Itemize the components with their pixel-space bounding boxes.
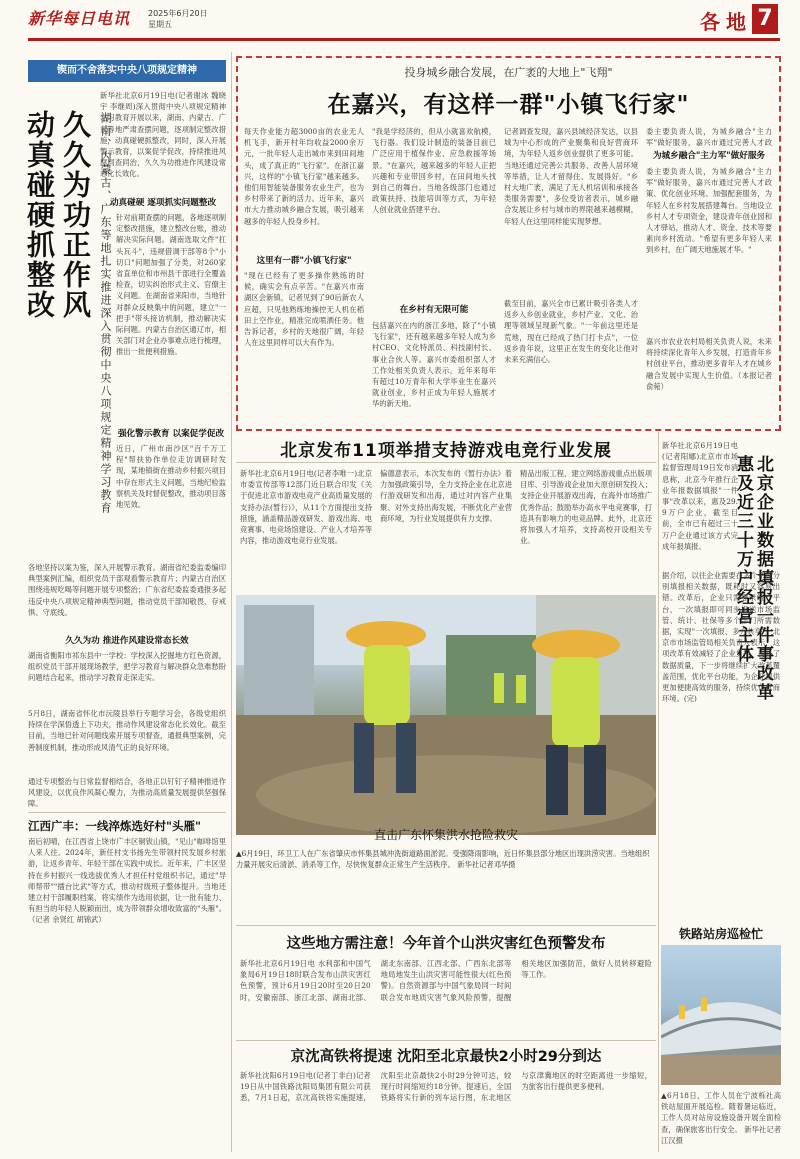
left-story-para7: 通过专项整治与日常监督相结合，各地正以钉钉子精神推进作风建设，以优良作风凝心聚力，为推动高质量发展提供坚强保障。 bbox=[28, 777, 226, 809]
beijing-enterprise-title-line1: 北京企业数据填报一件事改革 bbox=[753, 455, 773, 702]
left-story-para6: 5月8日，湖南省怀化市沅陵县举行专题学习会，各级党组织持续在学深悟透上下功夫，推动作风建设常态化长效化。截至目前，当地已针对问题线索开展专项督查，通报典型案例，完善制度机制，推动形成风清气正的良好环境。 bbox=[28, 709, 226, 752]
esports-col3: 精品出版工程、建立网络游戏重点出版项目库、引导游戏企业加大原创研发投入；支持企业开展游戏出海，在海外市场推广优秀作品；鼓励举办高水平电竞赛事，打造具有影响力的电竞品牌。此外，北京还将加强人才培养，支持高校开设相关专业。 bbox=[520, 469, 652, 546]
left-story-para4: 各地坚持以案为鉴，深入开展警示教育。湖南省纪委监委编印典型案例汇编，组织党员干部观看警示教育片；内蒙古自治区围绕违规吃喝等问题开展专项整治；广东省纪委监委通报多起违反中央八项规定精神典型问题，推动党员干部知敬畏、存戒惧、守底线。 bbox=[28, 563, 226, 617]
left-story-sub1: 动真碰硬 逐项抓实问题整改 bbox=[109, 198, 217, 208]
column-divider bbox=[658, 432, 659, 1152]
divider bbox=[236, 925, 656, 926]
issue-date bbox=[148, 8, 208, 30]
photo-illustration bbox=[236, 595, 656, 835]
newspaper-brand: 新华每日电讯 bbox=[28, 9, 131, 28]
feature-col3b: 截至目前，嘉兴全市已累计吸引各类人才返乡入乡创业就业，乡村产业、文化、治理等领域呈现新气象。"一年前这里还是荒地，现在已经成了热门打卡点"，一位返乡青年说，这里正在发生的变化让他对未来充满信心。 bbox=[504, 299, 638, 365]
feature-title: 在嘉兴，有这样一群"小镇飞行家" bbox=[327, 92, 690, 118]
left-story-sub3: 久久为功 推进作风建设常态长效 bbox=[65, 636, 189, 646]
feature-col2: "我是学经济的，但从小就喜欢航模，飞行器。我们设计制造的装备目前已广泛应用于植保作业、应急救援等场景。"在嘉兴，越来越多的年轻人正把兴趣和专业带回乡村，在田间地头找到自己的舞台。当地各级部门也通过政策扶持、技能培训等方式，为年轻人创业就业搭建平台。 bbox=[372, 127, 496, 215]
left-story-para2: 针对前期查摆的问题，各地逐项制定整改措施，建立整改台账，推动解决实际问题。湖南选取文件"扛头瓦斗"，违规借调干部等8个"小切口"问题加强了分类，对260家省直单位和市州县干部进行全覆盖检查，切实纠治形式主义、官僚主义问题。在湖南省来阳市，当地针对群众反映集中的问题，建立"一把手"带头接访机制，推动解决实际问题。内蒙古自治区通辽市，相关部门对企业办事难点进行梳理，推出一批便利措施。 bbox=[116, 213, 226, 357]
beijing-enterprise-lead: 新华社北京6月19日电(记者阳娜)北京市市场监督管理局19日发布消息称，北京今年推行企业年报数据填报"一件事"改革以来，惠及29.9万户企业，截至目前，全市已有超过三十万户企业通过该方式完成年报填报。 bbox=[662, 441, 738, 551]
jiangxi-body: 南后初晴，在江西省上饶市广丰区铜钹山镇，"见山"咖啡馆里人来人往。2024年，新任村支书扬先生带领村民发展乡村旅游，让返乡青年、年轻干部在实践中成长。近年来，广丰区坚持在乡村振兴一线选拔优秀人才担任村党组织书记，通过"导师帮带""擂台比武"等方式，推动村级班子整体提升。当地还建立村干部履职档案，将实绩作为选用依据，让一批有能力、有担当的年轻人脱颖而出，成为带领群众增收致富的"头雁"。（记者 余贤红 胡锦武） bbox=[28, 837, 226, 925]
left-story-kicker: 湖南、内蒙古、广东等地扎实推进深入贯彻中央八项规定精神学习教育 bbox=[99, 112, 112, 515]
station-caption: ▲6月18日，工作人员在宁波栎社高铁站屋面开展巡检。随着暑运临近，工作人员对站房设施设备开展全面检查，确保旅客出行安全。 新华社记者 江汉摄 bbox=[661, 1091, 781, 1145]
rail-headline: 京沈高铁将提速 沈阳至北京最快2小时29分到达 bbox=[290, 1049, 602, 1065]
rail-body: 新华社沈阳6月19日电(记者丁非白)记者19日从中国铁路沈阳局集团有限公司获悉，7月1日起，京沈高铁将实施提速，沈阳至北京最快2小时29分钟可达，较现行时间缩短约18分钟。提速后，全国铁路将实行新的列车运行图，东北地区与京津冀地区的时空距离进一步缩短，为旅客出行提供更多便利。 bbox=[240, 1071, 652, 1103]
masthead-rule bbox=[28, 38, 780, 41]
left-story-title-line2: 久久为功正作风 bbox=[59, 110, 92, 320]
feature-col3: 记者调查发现，嘉兴县域经济发达，以县城为中心形成的产业聚集和良好营商环境，为年轻人返乡创业提供了更多可能。当地还通过完善公共服务、改善人居环境等举措，让人才留得住、发展得好。"乡村大地广袤，满足了无人机培训和承接各类服务需要"，多位受访者表示，城乡融合发展让乡村与城市的界限越来越模糊，年轻人在这里同样能实现梦想。 bbox=[504, 127, 638, 226]
esports-headline: 北京发布11项举措支持游戏电竞行业发展 bbox=[280, 441, 612, 461]
left-story-para3: 近日，广州市南沙区"百千万工程"帮扶协作单位走访调研时发现，某地镇街在推动乡村振兴项目中存在形式主义问题，当地纪检监察机关及时督促整改，推动项目落地见效。 bbox=[116, 444, 226, 510]
flood-cleanup-photo bbox=[236, 595, 656, 835]
feature-sub2: 在乡村有无限可能 bbox=[399, 305, 469, 315]
masthead bbox=[0, 0, 800, 44]
left-story-para5: 湖南省衡阳市祁东县中一学校：学校深入挖掘地方红色资源，组织党员干部开展现场教学，把学习教育与解决群众急难愁盼问题结合起来，推动学习教育走深走实。 bbox=[28, 651, 226, 683]
esports-col1: 新华社北京6月19日电(记者李唯一)北京市委宣传部等12部门近日联合印发《关于促进北京市游戏电竞产业高质量发展的支持办法(暂行)》，从11个方面提出支持措施，涵盖精品游戏研发、游戏出海、电竞赛事、电竞场馆建设、产业人才培养等内容，推动游戏电竞行业发展。 bbox=[240, 469, 372, 546]
feature-col2b: 包括嘉兴在内的浙江多地，除了"小镇飞行家"，还有越来越多年轻人成为乡村CEO、文化特派员、科技副村长、事业合伙人等。嘉兴市委组织部人才工作处相关负责人表示，近年来每年有超过10万青年和大学毕业生在嘉兴就业创业，乡村正成为年轻人施展才华的新天地。 bbox=[372, 321, 496, 409]
divider bbox=[236, 1040, 656, 1041]
divider bbox=[236, 462, 656, 463]
feature-col1b: "现在已经有了更多操作熟练的时候，确实会有点辛苦。"在嘉兴市南湖区会新镇，记者见到了90后新农人应超，只见他熟练地操控无人机在稻田上空作业，精准完成喷洒任务。他告诉记者，乡村的天地很广阔，年轻人在这里同样可以大有作为。 bbox=[244, 271, 364, 348]
feature-col4-top: 委主要负责人说，为城乡融合"主力军"做好服务，嘉兴市通过完善人才政 bbox=[646, 127, 772, 148]
photo-headline: 直击广东怀集洪水抢险救灾 bbox=[373, 828, 518, 842]
left-story-title-line1: 动真碰硬抓整改 bbox=[23, 110, 56, 320]
beijing-enterprise-body: 据介绍，以往企业需要在多个系统分别填报相关数据，既耗时又容易出错。改革后，企业只需登录统一平台，一次填报即可同步报送市场监管、统计、社保等多个部门所需数据，实现"一次填报、多方共享"。北京市市场监管局相关负责人表示，这项改革有效减轻了企业负担，提升了数据质量，下一步将继续扩大改革覆盖范围，优化平台功能，为企业提供更加便捷高效的服务，持续优化营商环境。(完) bbox=[662, 571, 780, 704]
feature-col4b: 嘉兴市农业农村局相关负责人说，未来将持续深化青年入乡发展，打造青年乡村创业平台，推动更多青年人才在城乡融合发展中实现人生价值。（本报记者俞菀） bbox=[646, 337, 772, 391]
jiangxi-headline: 江西广丰：一线淬炼选好村"头雁" bbox=[28, 819, 201, 833]
date-text: 2025年6月20日 bbox=[148, 9, 208, 18]
flood-warning-headline: 这些地方需注意！今年首个山洪灾害红色预警发布 bbox=[286, 936, 606, 952]
station-photo bbox=[661, 945, 781, 1085]
weekday-text: 星期五 bbox=[148, 20, 172, 29]
left-story-lead: 新华社北京6月19日电(记者谢冰 魏晓宇 李继周)深入贯彻中央八项规定精神学习教育开展以来，湖南、内蒙古、广东等地严肃查摆问题，逐项制定整改措施，动真碰硬抓整改，同时，深入开展警示教育，以案促学促改，持续推进风腐同查同治，久久为功推进作风建设常态化长效化。 bbox=[100, 91, 226, 179]
left-story-banner: 锲而不舍落实中央八项规定精神 bbox=[28, 60, 226, 82]
feature-col4: 委主要负责人说，为城乡融合"主力军"做好服务，嘉兴市通过完善人才政策、优化创业环境、加强配套服务，为年轻人在乡村发展搭建舞台。当地设立乡村人才专项资金，建设青年创业园和人才驿站，推动人才、资金、技术等要素向乡村流动。"希望有更多年轻人来到乡村，在广阔天地施展才华。" bbox=[646, 167, 772, 255]
page-number: 7 bbox=[752, 4, 778, 34]
left-story-sub2: 强化警示教育 以案促学促改 bbox=[117, 429, 225, 439]
feature-col1: 每天作业能力超3000亩的农业无人机飞手，新开村年均收益2000余万元，一批年轻人走出城市来到田间地头，成了真正的"飞行家"。在浙江嘉兴，这样的"小镇飞行家"越来越多。他们用智能装备服务农业生产，也为乡村带来了新的活力。近年来，嘉兴市大力推动城乡融合发展，吸引越来越多的年轻人投身乡村。 bbox=[244, 127, 364, 226]
photo-caption: ▲6月19日，环卫工人在广东省肇庆市怀集县城冲洗街道路面淤泥。受强降雨影响，近日怀集县部分地区出现洪涝灾害。当地组织力量开展灾后清淤、消杀等工作，尽快恢复群众正常生产生活秩序。 新华社记者邓华摄 bbox=[236, 849, 650, 869]
feature-sub1: 这里有一群"小镇飞行家" bbox=[256, 256, 352, 266]
divider bbox=[28, 812, 226, 813]
flood-warning-body: 新华社北京6月19日电 水利部和中国气象局6月19日18时联合发布山洪灾害红色预警，预计6月19日20时至20日20时，安徽南部、浙江北部、湖南北部、湖北东南部、江西北部、广西东北部等地局地发生山洪灾害可能性很大(红色预警)。自然资源部与中国气象局同一时间联合发布地质灾害气象风险预警，提醒相关地区加强防范，做好人员转移避险等工作。 bbox=[240, 959, 652, 1002]
station-illustration bbox=[661, 945, 781, 1085]
esports-col2: 偏德意表示，本次发布的《暂行办法》着力加强政策引导，全力支持企业在北京进行游戏研发和出海，通过对内容产业集聚、对外支持出海发展，不断优化产业营商环境，为行业发展提供有力支撑。 bbox=[380, 469, 512, 523]
column-divider bbox=[231, 52, 232, 1152]
beijing-enterprise-title-line2: 惠及近三十万户经营主体 bbox=[733, 455, 753, 664]
station-headline: 铁路站房巡检忙 bbox=[678, 927, 763, 941]
feature-kicker: 投身城乡融合发展，在广袤的大地上"飞翔" bbox=[404, 66, 613, 79]
section-name: 各地 bbox=[700, 10, 752, 34]
feature-sub3: 为城乡融合"主力军"做好服务 bbox=[652, 151, 766, 161]
